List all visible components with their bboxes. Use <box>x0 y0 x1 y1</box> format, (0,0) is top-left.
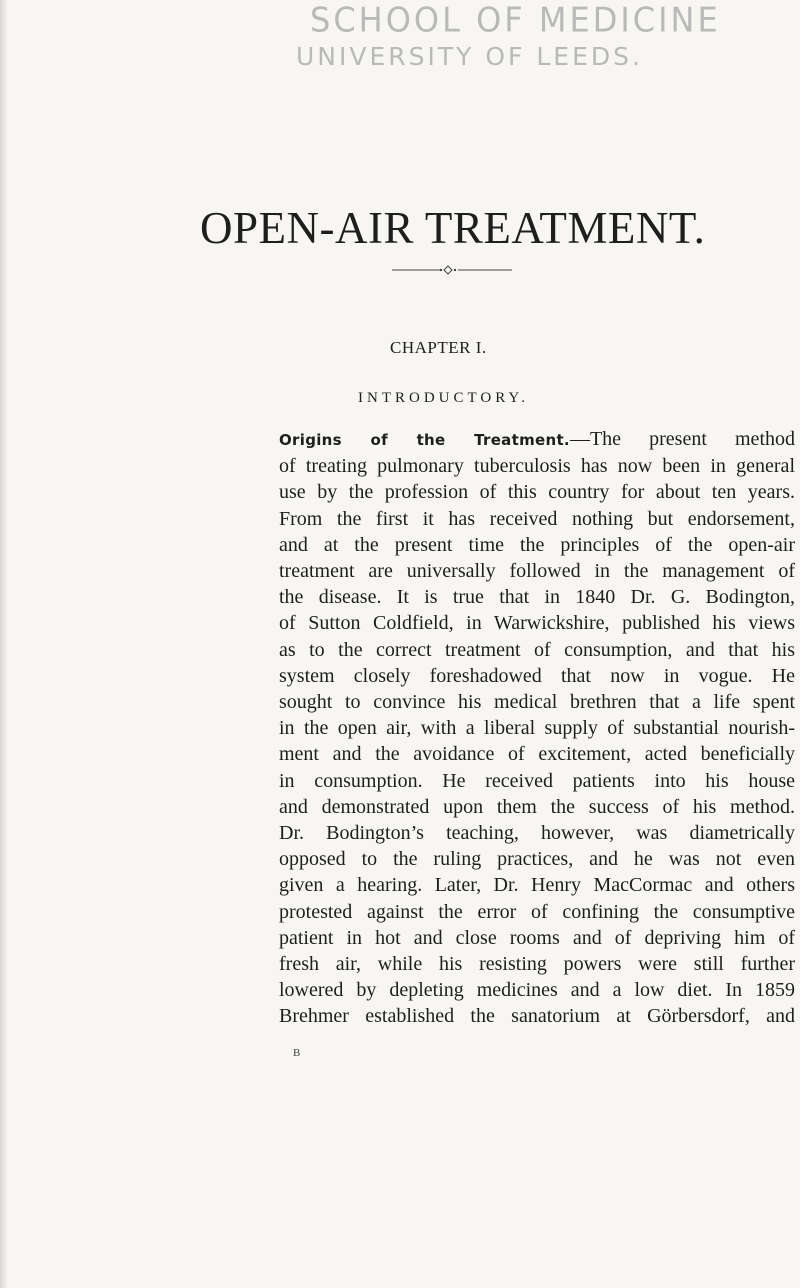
text-line: and demonstrated upon them the success of his method. <box>279 795 795 818</box>
text-line: fresh air, while his resisting powers were still further <box>279 953 795 976</box>
text-line: of treating pulmonary tuberculosis has now been in general <box>279 455 795 478</box>
chapter-subheading: INTRODUCTORY. <box>358 390 530 406</box>
library-stamp <box>280 0 800 71</box>
text-line: From the first it has received nothing but endorsement, <box>279 507 795 530</box>
text-line: use by the profession of this country for about ten years. <box>279 481 795 504</box>
text-line: opposed to the ruling practices, and he was not even <box>279 848 795 871</box>
text-line: lowered by depleting medicines and a low diet. In 1859 <box>279 979 795 1002</box>
stamp-line-school: SCHOOL OF MEDICINE <box>310 0 721 40</box>
text-line: in the open air, with a liberal supply of substantial nourish- <box>279 717 795 740</box>
text-line: system closely foreshadowed that now in vogue. He <box>279 664 795 687</box>
text-line: in consumption. He received patients into his house <box>279 769 795 792</box>
text-line: as to the correct treatment of consumption, and that his <box>279 638 795 661</box>
first-text-line <box>279 426 795 453</box>
side-heading: Origins of the Treatment. <box>279 431 570 449</box>
signature-mark: B <box>293 1047 301 1059</box>
text-line: Dr. Bodington’s teaching, however, was diametrically <box>279 822 795 845</box>
page-binding-edge <box>0 0 8 1288</box>
text-line: ment and the avoidance of excitement, acted beneficially <box>279 743 795 766</box>
text-line: sought to convince his medical brethren that a life spent <box>279 691 795 714</box>
text-line: of Sutton Coldfield, in Warwickshire, published his views <box>279 612 795 635</box>
text-line: —The present method <box>569 428 795 450</box>
text-line: Brehmer established the sanatorium at Görbersdorf, and <box>279 1005 795 1028</box>
body-text <box>279 426 795 1030</box>
stamp-line-university: UNIVERSITY OF LEEDS. <box>296 42 643 71</box>
text-line: treatment are universally followed in the management of <box>279 560 795 583</box>
ornament-divider-icon <box>392 262 512 278</box>
text-line: given a hearing. Later, Dr. Henry MacCormac and others <box>279 874 795 897</box>
chapter-heading: CHAPTER I. <box>390 338 487 357</box>
page-title: OPEN-AIR TREATMENT. <box>200 203 706 253</box>
text-line: and at the present time the principles of the open-air <box>279 533 795 556</box>
text-line: the disease. It is true that in 1840 Dr. G. Bodington, <box>279 586 795 609</box>
text-line: protested against the error of confining the consumptive <box>279 900 795 923</box>
text-line: patient in hot and close rooms and of depriving him of <box>279 926 795 949</box>
